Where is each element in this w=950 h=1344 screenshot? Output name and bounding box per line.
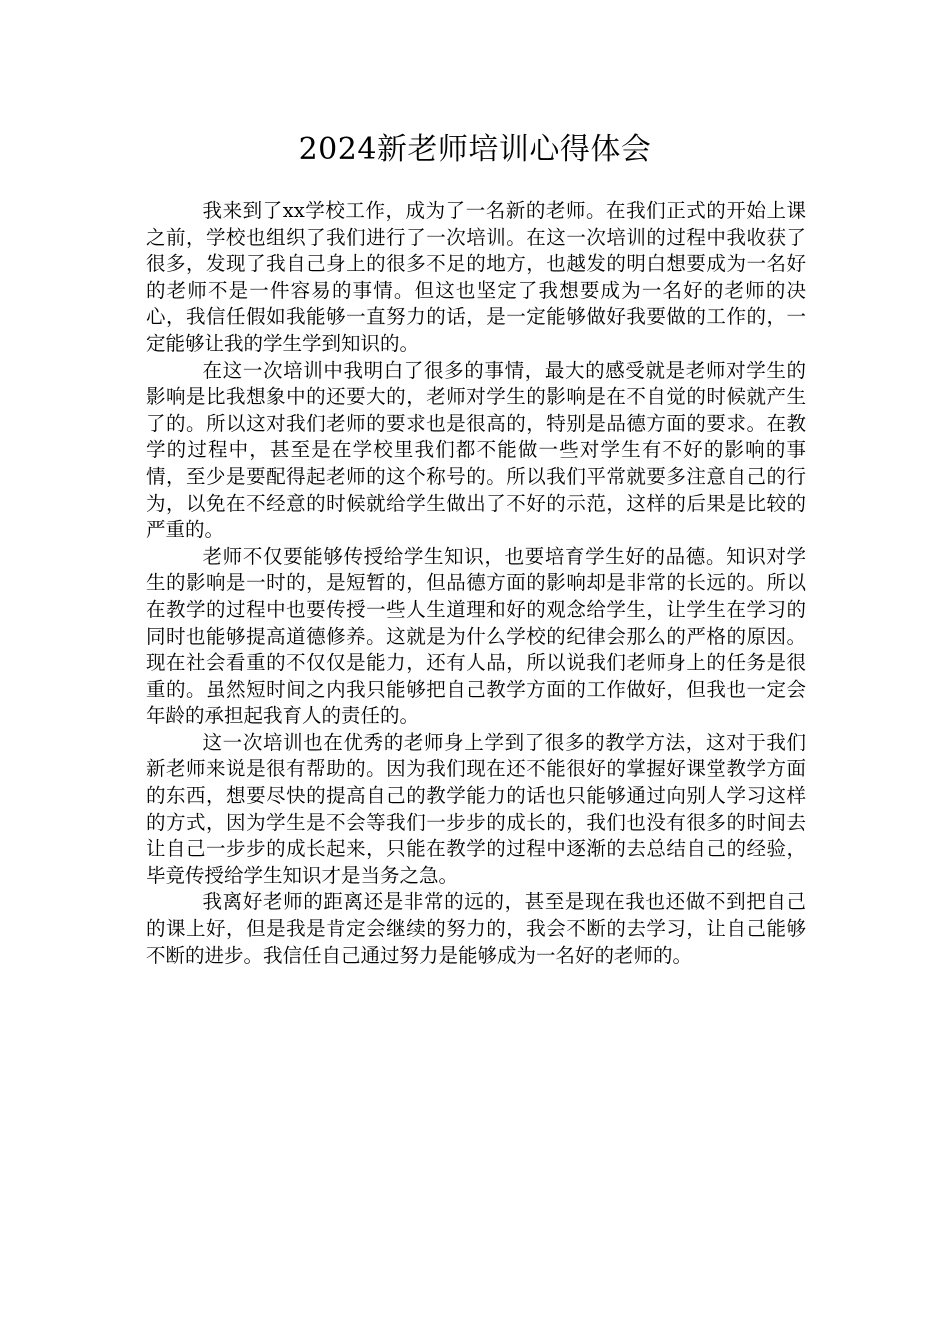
- document-title: 2024新老师培训心得体会: [298, 132, 652, 167]
- paragraph-5: 我离好老师的距离还是非常的远的，甚至是现在我也还做不到把自己的课上好，但是我是肯定会继续的努力的，我会不断的去学习，让自己能够不断的进步。我信任自己通过努力是能够成为一名好的老师的。: [146, 890, 806, 967]
- paragraph-2: 在这一次培训中我明白了很多的事情，最大的感受就是老师对学生的影响是比我想象中的还要大的，老师对学生的影响是在不自觉的时候就产生了的。所以这对我们老师的要求也是很高的，特别是品德方面的要求。在教学的过程中，甚至是在学校里我们都不能做一些对学生有不好的影响的事情，至少是要配得起老师的这个称号的。所以我们平常就要多注意自己的行为，以免在不经意的时候就给学生做出了不好的示范，这样的后果是比较的严重的。: [146, 358, 806, 542]
- paragraph-4: 这一次培训也在优秀的老师身上学到了很多的教学方法，这对于我们新老师来说是很有帮助的。因为我们现在还不能很好的掌握好课堂教学方面的东西，想要尽快的提高自己的教学能力的话也只能够通过向别人学习这样的方式，因为学生是不会等我们一步步的成长的，我们也没有很多的时间去让自己一步步的成长起来，只能在教学的过程中逐渐的去总结自己的经验，毕竟传授给学生知识才是当务之急。: [146, 730, 806, 887]
- paragraph-3: 老师不仅要能够传授给学生知识，也要培育学生好的品德。知识对学生的影响是一时的，是短暂的，但品德方面的影响却是非常的长远的。所以在教学的过程中也要传授一些人生道理和好的观念给学生，让学生在学习的同时也能够提高道德修养。这就是为什么学校的纪律会那么的严格的原因。现在社会看重的不仅仅是能力，还有人品，所以说我们老师身上的任务是很重的。虽然短时间之内我只能够把自己教学方面的工作做好，但我也一定会年龄的承担起我育人的责任的。: [146, 544, 806, 728]
- document-body: [146, 198, 806, 969]
- paragraph-1: 我来到了xx学校工作，成为了一名新的老师。在我们正式的开始上课之前，学校也组织了我们进行了一次培训。在这一次培训的过程中我收获了很多，发现了我自己身上的很多不足的地方，也越发的明白想要成为一名好的老师不是一件容易的事情。但这也坚定了我想要成为一名好的老师的决心，我信任假如我能够一直努力的话，是一定能够做好我要做的工作的，一定能够让我的学生学到知识的。: [146, 199, 806, 355]
